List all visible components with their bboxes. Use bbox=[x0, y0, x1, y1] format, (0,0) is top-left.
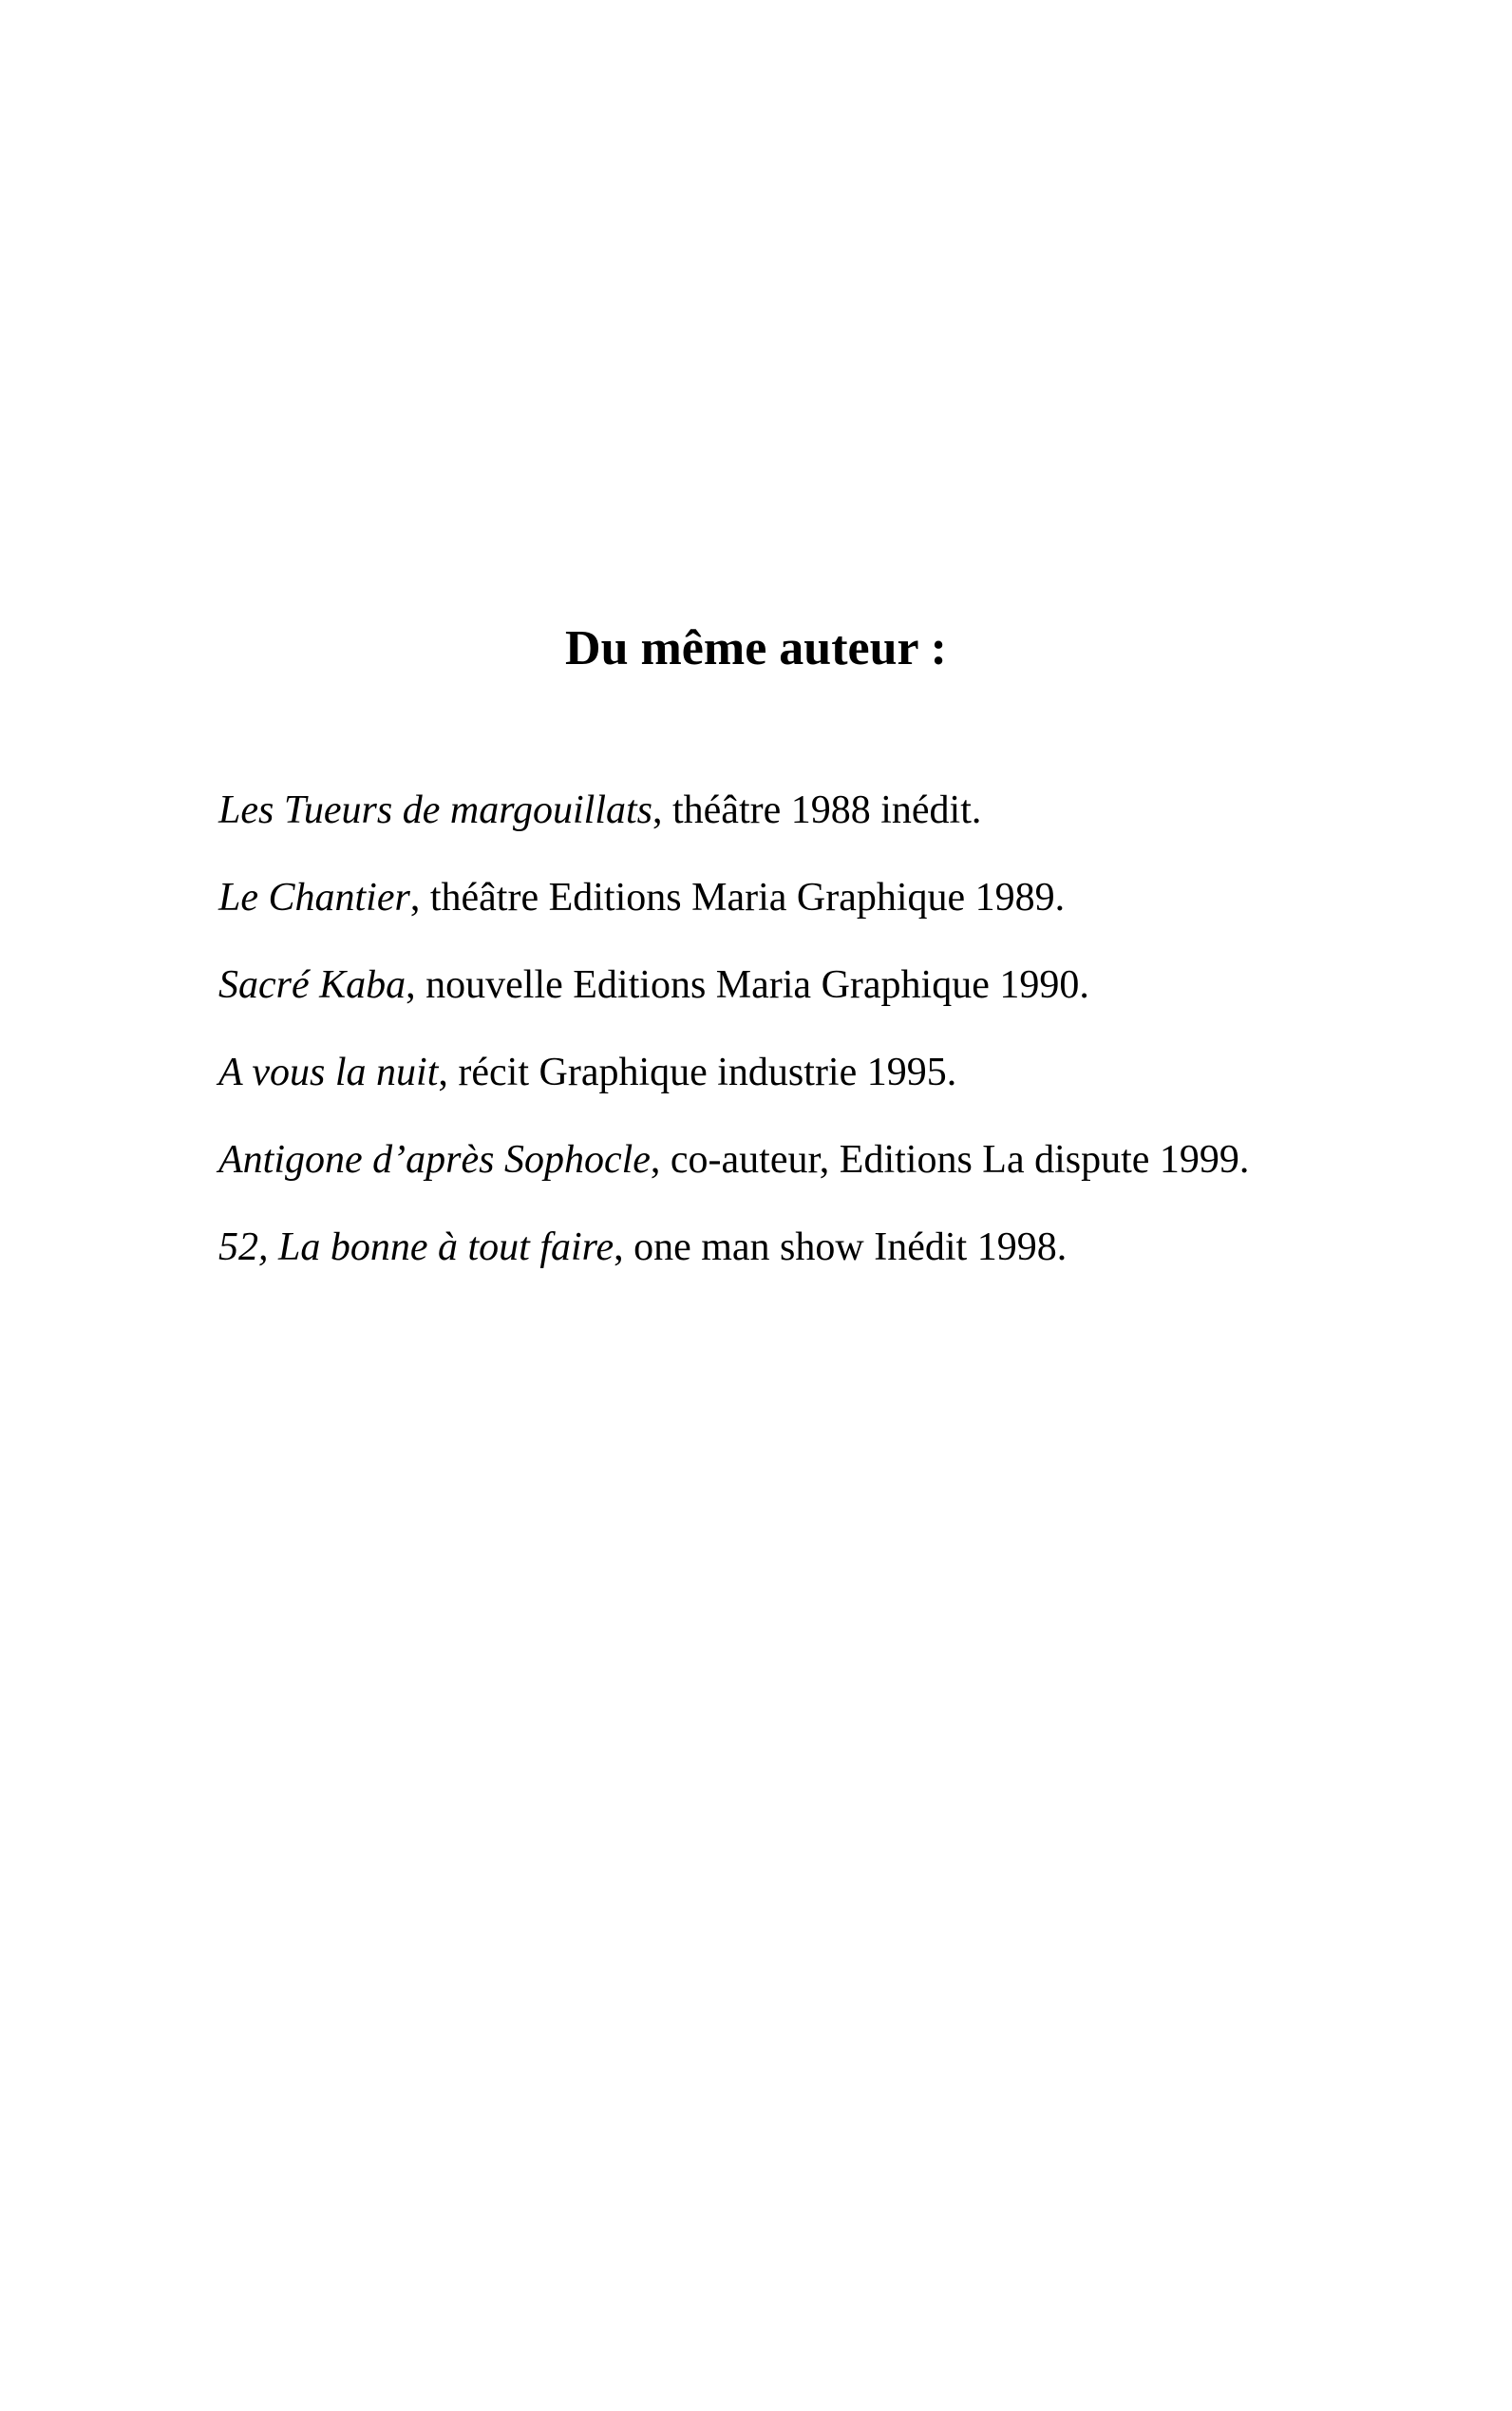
work-details: , théâtre 1988 inédit. bbox=[652, 788, 982, 832]
work-title: Les Tueurs de margouillats bbox=[218, 788, 652, 832]
work-details: , théâtre Editions Maria Graphique 1989. bbox=[409, 876, 1066, 920]
work-item bbox=[218, 876, 1320, 920]
work-details: , récit Graphique industrie 1995. bbox=[438, 1051, 957, 1094]
work-details: , one man show Inédit 1998. bbox=[614, 1225, 1068, 1269]
work-title: Antigone d’après Sophocle bbox=[218, 1138, 651, 1182]
work-details: , nouvelle Editions Maria Graphique 1990. bbox=[406, 963, 1089, 1007]
page-heading: Du même auteur : bbox=[565, 621, 947, 675]
work-title: Sacré Kaba bbox=[218, 963, 406, 1007]
work-item bbox=[218, 1138, 1320, 1182]
work-details: , co-auteur, Editions La dispute 1999. bbox=[650, 1138, 1250, 1182]
work-title: Le Chantier bbox=[218, 876, 410, 920]
work-item bbox=[218, 963, 1320, 1007]
works-list bbox=[218, 788, 1320, 1313]
work-title: A vous la nuit bbox=[218, 1051, 439, 1094]
work-item bbox=[218, 788, 1320, 832]
work-title: 52, La bonne à tout faire bbox=[218, 1225, 614, 1269]
work-item bbox=[218, 1225, 1320, 1269]
work-item bbox=[218, 1051, 1320, 1094]
